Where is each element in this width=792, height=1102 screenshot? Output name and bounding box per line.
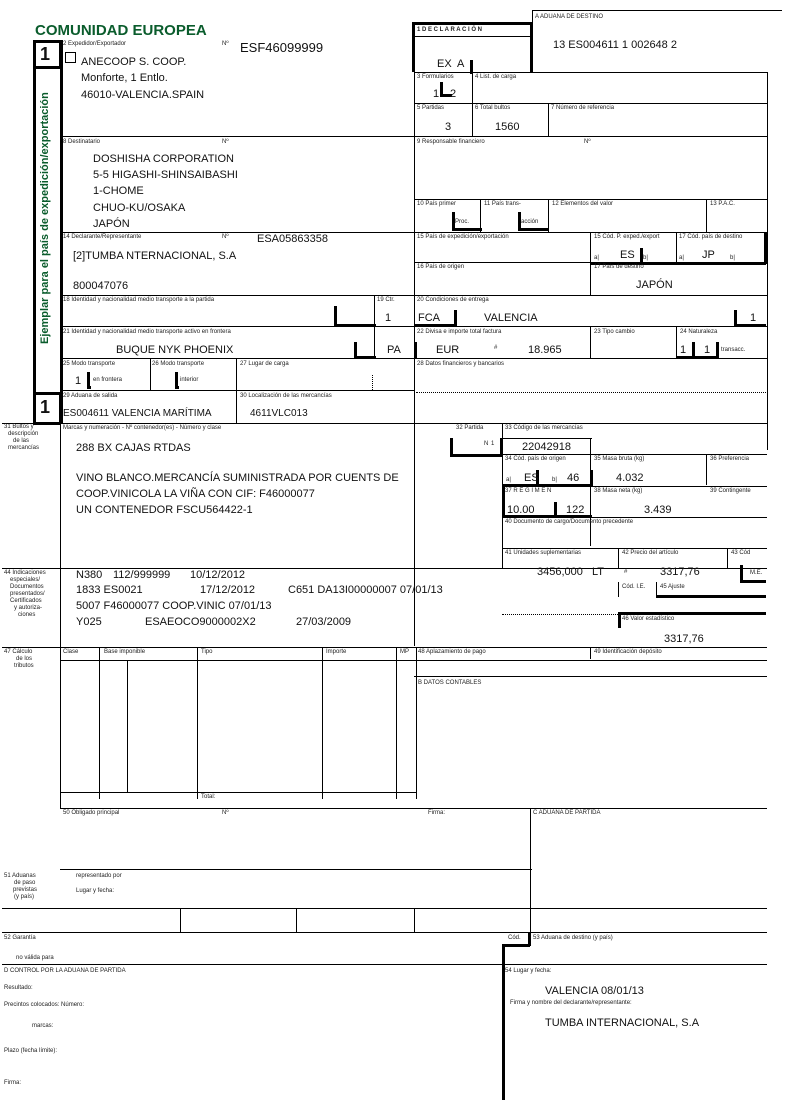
firma-nombre: TUMBA INTERNACIONAL, S.A xyxy=(545,1017,700,1029)
datos-fin-label: 28 Datos financieros y bancarios xyxy=(417,361,505,367)
partida-n: N xyxy=(484,441,489,447)
origen-b: b| xyxy=(552,477,557,483)
consignee-line4: JAPÓN xyxy=(93,218,130,230)
ind-side-5: Certificados xyxy=(10,598,42,604)
me-label: M.E. xyxy=(750,570,763,576)
declarant-number: ESA05863358 xyxy=(257,233,328,245)
control-label: D CONTROL POR LA ADUANA DE PARTIDA xyxy=(4,968,126,974)
cod-destino-label: 17 Cód. país de destino xyxy=(679,234,743,240)
total-bultos-label: 6 Total bultos xyxy=(475,105,511,111)
modo-interior-label: 26 Modo transporte xyxy=(152,361,205,367)
masa-bruta: 4.032 xyxy=(616,472,644,484)
marks-label: Marcas y numeración - Nº contenedor(es) - Número y clase xyxy=(63,425,222,431)
identificacion-label: 49 Identificación depósito xyxy=(594,649,662,655)
lugar54-label: 54 Lugar y fecha: xyxy=(505,968,552,974)
localizacion-label: 30 Localización de las mercancías xyxy=(240,393,332,399)
ind-line2-c: C651 DA13I00000007 07/01/13 xyxy=(288,584,443,596)
cod-destino-b: b| xyxy=(730,255,735,261)
datos-contables: B DATOS CONTABLES xyxy=(418,680,482,686)
total-bultos: 1560 xyxy=(495,121,520,133)
localizacion: 4611VLC013 xyxy=(250,408,308,419)
destino: JAPÓN xyxy=(636,279,673,291)
aplazamiento-label: 48 Aplazamiento de pago xyxy=(418,649,486,655)
declarant-label: 14 Declarante/Representante xyxy=(63,234,142,240)
amount: 18.965 xyxy=(528,344,562,356)
naturaleza-b: 1 xyxy=(704,344,711,356)
precio: 3317,76 xyxy=(660,566,700,578)
form-title: COMUNIDAD EUROPEA xyxy=(35,22,207,39)
ind-line1-b: 112/999999 xyxy=(113,569,171,581)
masa-bruta-label: 35 Masa bruta (kg) xyxy=(594,456,645,462)
origen-a: a| xyxy=(506,477,511,483)
aduanas-side-4: (y país) xyxy=(14,894,35,900)
currency: EUR xyxy=(436,344,460,356)
divisa-label: 22 Divisa e importe total factura xyxy=(417,329,502,335)
responsable-label: 9 Responsable financiero xyxy=(417,139,485,145)
ind-side-1: 44 Indicaciones xyxy=(4,570,46,576)
packages: 288 BX CAJAS RTDAS xyxy=(76,442,191,454)
ind-line2-a: 1833 ES0021 xyxy=(76,584,143,596)
cod-ie-label: Cód. I.E. xyxy=(622,584,646,590)
tax-col-mp: MP xyxy=(400,649,409,655)
aduana-partida-label: C ADUANA DE PARTIDA xyxy=(533,810,601,816)
accion-label: acción xyxy=(521,219,539,225)
goods-desc-2: COOP.VINICOLA LA VIÑA CON CIF: F46000077 xyxy=(76,488,315,500)
precio-hash: # xyxy=(624,569,628,575)
codigo: 22042918 xyxy=(522,441,571,453)
firma2-label: Firma: xyxy=(4,1080,21,1086)
amount-hash: # xyxy=(494,345,498,351)
origen-num: 46 xyxy=(567,472,580,484)
modo-interior-sub: interior xyxy=(180,377,199,383)
plazo-label: Plazo (fecha límite): xyxy=(4,1048,58,1054)
aduana-destino-53-label: 53 Aduana de destino (y país) xyxy=(533,935,613,941)
precio-label: 42 Precio del artículo xyxy=(622,550,679,556)
copy-number: 1 xyxy=(40,44,51,64)
aduana-salida: ES004611 VALENCIA MARÍTIMA xyxy=(63,408,212,419)
cod-exped-a: a| xyxy=(594,255,599,261)
tax-col-importe: Importe xyxy=(326,649,347,655)
side-label: Ejemplar para el país de expedición/exportación xyxy=(39,92,51,344)
exporter-address2: 46010-VALENCIA.SPAIN xyxy=(81,89,205,101)
lugar54: VALENCIA 08/01/13 xyxy=(545,985,644,997)
elementos-label: 12 Elementos del valor xyxy=(552,201,614,207)
codigo-label: 33 Código de las mercancías xyxy=(505,425,583,431)
declarant-code: 800047076 xyxy=(73,280,129,292)
incoterm-code: 1 xyxy=(750,312,757,324)
consignee-line2: 1-CHOME xyxy=(93,185,144,197)
resultado-label: Resultado: xyxy=(4,985,33,991)
ind-line1-c: 10/12/2012 xyxy=(190,569,246,581)
vessel-flag: PA xyxy=(387,344,401,356)
incoterm: FCA xyxy=(418,312,440,324)
ind-side-4: presentados/ xyxy=(10,591,45,597)
regimen-a: 10.00 xyxy=(507,504,535,516)
partida: 1 xyxy=(491,441,495,447)
goods-desc-3: UN CONTENEDOR FSCU564422-1 xyxy=(76,504,253,516)
tipo-cambio-label: 23 Tipo cambio xyxy=(594,329,635,335)
declaracion-code-a: EX xyxy=(437,58,452,70)
ind-side-2: especiales/ xyxy=(10,577,41,583)
preferencia-label: 36 Preferencia xyxy=(710,456,750,462)
exporter-address1: Monforte, 1 Entlo. xyxy=(81,72,168,84)
goods-side-1: 31 Bultos y xyxy=(4,424,34,430)
marcas-label: marcas: xyxy=(32,1023,54,1029)
ind-line1-a: N380 xyxy=(76,569,103,581)
condiciones-label: 20 Condiciones de entrega xyxy=(417,297,489,303)
origen: ES xyxy=(524,472,539,484)
declarant-n-label: Nº xyxy=(222,234,229,240)
tax-col-clase: Clase xyxy=(63,649,79,655)
pais-primer-label: 10 País primer xyxy=(417,201,457,207)
copy-number-bottom: 1 xyxy=(40,397,51,417)
aduana-destino-label: A ADUANA DE DESTINO xyxy=(535,14,604,20)
partidas: 3 xyxy=(445,121,452,133)
formularios-b: 2 xyxy=(450,88,457,100)
modo-label: 25 Modo transporte xyxy=(63,361,116,367)
consignee-n-label: Nº xyxy=(222,139,229,145)
regimen-b: 122 xyxy=(566,504,585,516)
garantia-label: 52 Garantía xyxy=(4,935,36,941)
unidades: 3456,000 xyxy=(537,566,583,578)
ctr-label: 19 Ctr. xyxy=(377,297,395,303)
formularios-a: 1 xyxy=(433,88,440,100)
modo-sub: en frontera xyxy=(93,377,123,383)
vessel: BUQUE NYK PHOENIX xyxy=(116,344,234,356)
ind-side-6: y autoriza- xyxy=(14,605,43,611)
obligado-n-label: Nº xyxy=(222,810,229,816)
naturaleza-label: 24 Naturaleza xyxy=(680,329,718,335)
consignee-line1: 5-5 HIGASHI-SHINSAIBASHI xyxy=(93,169,238,181)
valor: 3317,76 xyxy=(664,633,704,645)
cod-exped-b: b| xyxy=(643,255,648,261)
exporter-label: 2 Expedidor/Exportador xyxy=(63,41,127,47)
contingente-label: 39 Contingente xyxy=(710,488,751,494)
ajuste-label: 45 Ajuste xyxy=(660,584,685,590)
list-carga-label: 4 List. de carga xyxy=(475,74,517,80)
aduanas-side-1: 51 Aduanas xyxy=(4,873,36,879)
lugar-fecha-label: Lugar y fecha: xyxy=(76,888,115,894)
precintos-label: Precintos colocados: Número: xyxy=(4,1002,85,1008)
box13-value: 13 ES004611 1 002648 2 xyxy=(553,39,677,51)
modo: 1 xyxy=(75,375,82,387)
partida-label: 32 Partida xyxy=(456,425,484,431)
cod-destino: JP xyxy=(702,249,715,261)
proc-label: Proc. xyxy=(455,219,470,225)
representado-label: representado por xyxy=(76,873,122,879)
exporter-n-label: Nº xyxy=(222,41,229,47)
no-valida-label: no válida para xyxy=(16,955,54,961)
cod-exped: ES xyxy=(620,249,635,261)
aduanas-side-3: previstas xyxy=(13,887,38,893)
ind-side-7: ciones xyxy=(18,612,36,618)
incoterm-place: VALENCIA xyxy=(484,312,538,324)
consignee-name: DOSHISHA CORPORATION xyxy=(93,153,234,165)
lugar-carga-label: 27 Lugar de carga xyxy=(240,361,289,367)
responsable-n-label: Nº xyxy=(584,139,591,145)
origen-label: 16 País de origen xyxy=(417,264,465,270)
cod-me-label: 43 Cód xyxy=(731,550,751,556)
aduanas-side-2: de paso xyxy=(14,880,36,886)
destino-label: 17 País de destino xyxy=(594,264,644,270)
goods-side-3: de las xyxy=(13,438,30,444)
obligado-label: 50 Obligado principal xyxy=(63,810,120,816)
cod-destino-a: a| xyxy=(679,255,684,261)
ind-line4-c: 27/03/2009 xyxy=(296,616,352,628)
tax-total: Total: xyxy=(201,794,216,800)
goods-side-4: mercancías xyxy=(8,445,40,451)
goods-side-2: descripción xyxy=(8,431,39,437)
referencia-label: 7 Número de referencia xyxy=(551,105,615,111)
ind-line3: 5007 F46000077 COOP.VINIC 07/01/13 xyxy=(76,600,272,612)
ind-line2-b: 17/12/2012 xyxy=(200,584,256,596)
firma-nombre-label: Firma y nombre del declarante/representante: xyxy=(510,1000,632,1006)
cod-label: Cód. xyxy=(508,935,521,941)
consignee-line3: CHUO-KU/OSAKA xyxy=(93,202,186,214)
exporter-checkbox[interactable] xyxy=(65,52,76,63)
unidades-unit: LT xyxy=(592,566,605,578)
tax-col-tipo: Tipo xyxy=(201,649,213,655)
tax-side-1: 47 Cálculo xyxy=(4,649,33,655)
partidas-label: 5 Partidas xyxy=(417,105,445,111)
masa-neta: 3.439 xyxy=(644,504,672,516)
pais-trans-label: 11 País trans- xyxy=(484,201,521,207)
cod-exped-label: 15 Cód. P. exped./export xyxy=(594,234,660,240)
masa-neta-label: 38 Masa neta (kg) xyxy=(594,488,643,494)
valor-label: 46 Valor estadístico xyxy=(622,616,675,622)
ident-partida-label: 18 Identidad y nacionalidad medio transporte a la partida xyxy=(63,297,215,303)
firma-label: Firma: xyxy=(428,810,445,816)
tax-side-2: de los xyxy=(16,656,33,662)
ind-side-3: Documentos xyxy=(10,584,44,590)
declaracion-label: 1 D E C L A R A C I Ó N xyxy=(417,27,483,33)
regimen-label: 37 R É G I M E N xyxy=(505,488,552,494)
formularios-label: 3 Formularios xyxy=(417,74,454,80)
declaracion-code-b: A xyxy=(457,58,465,70)
pais-exped-label: 15 País de expedición/exportación xyxy=(417,234,509,240)
ind-line4-b: ESAEOCO9000002X2 xyxy=(145,616,256,628)
transacc-label: transacc. xyxy=(721,347,746,353)
declarant-name: [2]TUMBA NTERNACIONAL, S.A xyxy=(73,250,237,262)
consignee-label: 8 Destinatario xyxy=(63,139,101,145)
tax-col-base: Base imponible xyxy=(104,649,146,655)
origen-label: 34 Cód. país de origen xyxy=(505,456,566,462)
unidades-label: 41 Unidades suplementarias xyxy=(505,550,582,556)
exporter-number: ESF46099999 xyxy=(240,40,324,55)
ind-line4-a: Y025 xyxy=(76,616,102,628)
goods-desc-1: VINO BLANCO.MERCANCÍA SUMINISTRADA POR CUENTS DE xyxy=(76,472,399,484)
ctr: 1 xyxy=(385,312,392,324)
ident-frontera-label: 21 Identidad y nacionalidad medio transporte activo en frontera xyxy=(63,329,231,335)
documento-label: 40 Documento de cargo/Documento precedente xyxy=(505,519,634,525)
pac-label: 13 P.A.C. xyxy=(710,201,735,207)
exporter-name: ANECOOP S. COOP. xyxy=(81,56,187,68)
naturaleza-a: 1 xyxy=(680,344,687,356)
tax-side-3: tributos xyxy=(14,663,34,669)
aduana-salida-label: 29 Aduana de salida xyxy=(63,393,118,399)
